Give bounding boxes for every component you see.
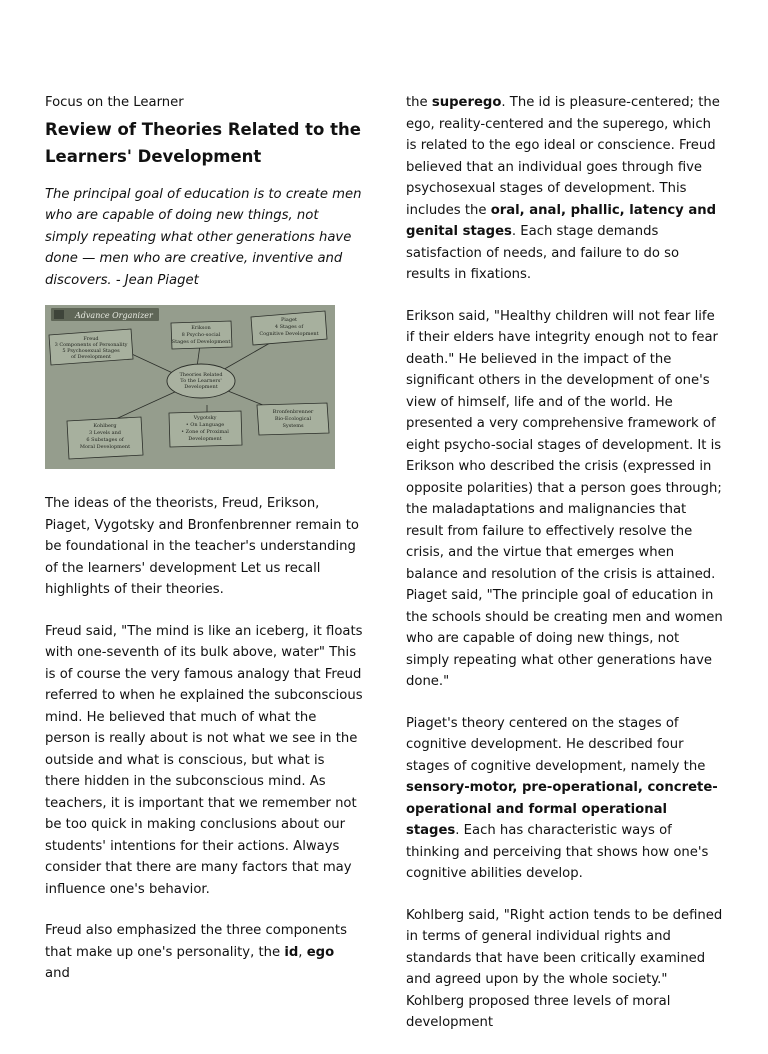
svg-text:5 Psychosexual Stages: 5 Psychosexual Stages — [62, 348, 120, 354]
organizer-vygotsky-node — [169, 411, 242, 447]
section-label: Focus on the Learner — [45, 95, 184, 110]
svg-text:Vygotsky: Vygotsky — [193, 415, 217, 421]
organizer-freud-node — [49, 329, 133, 365]
svg-text:6 Substages of: 6 Substages of — [86, 437, 124, 443]
theorists-intro-paragraph: The ideas of the theorists, Freud, Erikson, Piaget, Vygotsky and Bronfenbrenner remain to be foundational in the teacher's understanding of the learners' development Let us recall highlights of their theories. — [45, 496, 359, 597]
freud-stages-paragraph: the superego. The id is pleasure-centered; the ego, reality-centered and the superego, which is related to the ego ideal or conscience. Freud believed that an individual goes through five psychosexual stages of development. This includes the oral, anal, phallic, latency and genital stages. Each stage demands satisfaction of needs, and failure to do so results in fixations. — [406, 95, 720, 282]
svg-text:• Zone of Proximal: • Zone of Proximal — [181, 429, 229, 435]
term-id: id — [284, 944, 299, 960]
svg-text:Moral Development: Moral Development — [79, 444, 131, 450]
piaget-quote: The principal goal of education is to create men who are capable of doing new things, not simply repeating what other generations have done — men who are creative, inventive and discovers. - Jean Piaget — [45, 186, 362, 288]
svg-text:Development: Development — [188, 436, 222, 442]
freud-iceberg-paragraph: Freud said, "The mind is like an iceberg, it floats with one-seventh of its bulk above, water" This is of course the very famous analogy that Freud referred to when he explained the subconscious mind. He believed that much of what the person is really about is not what we see in the outside and what is conscious, but what is there hidden in the subconscious mind. As teachers, it is important that we remember not be too quick in making conclusions about our students' intentions for their actions. Always consider that there are many factors that may influence one's behavior. — [45, 623, 363, 897]
svg-text:Erikson: Erikson — [191, 325, 211, 331]
organizer-bronfenbrenner-node — [257, 403, 329, 435]
svg-text:Kohlberg: Kohlberg — [93, 423, 117, 429]
svg-text:8 Psycho-social: 8 Psycho-social — [181, 332, 221, 338]
piaget-paragraph: Piaget's theory centered on the stages of cognitive development. He described four stages of cognitive development, namely the sensory-motor, pre-operational, concrete-operational and formal operational stages. Each has characteristic ways of thinking and perceiving that shows how one's cognitive abilities develop. — [406, 715, 718, 881]
organizer-heading — [51, 308, 159, 321]
svg-text:3 Levels and: 3 Levels and — [89, 430, 121, 436]
svg-text:Bio-Ecological: Bio-Ecological — [274, 416, 312, 422]
freud-personality-paragraph: Freud also emphasized the three components that make up one's personality, the id, ego and — [45, 923, 347, 981]
organizer-kohlberg-node — [67, 417, 143, 459]
page-title: Review of Theories Related to the Learners' Development — [45, 119, 361, 166]
svg-text:Freud: Freud — [83, 336, 99, 342]
svg-text:Systems: Systems — [282, 423, 304, 429]
right-column — [406, 92, 724, 1054]
organizer-erikson-node — [171, 321, 232, 349]
advance-organizer-diagram — [45, 305, 335, 469]
svg-text:Bronfenbrenner: Bronfenbrenner — [272, 409, 314, 415]
svg-text:• On Language: • On Language — [185, 422, 225, 428]
term-cognitive-stages: sensory-motor, pre-operational, concrete-operational and formal operational stages — [406, 780, 718, 838]
svg-text:Piaget: Piaget — [280, 317, 298, 323]
svg-text:Development: Development — [184, 384, 218, 390]
term-ego: ego — [306, 944, 335, 960]
term-superego: superego — [431, 95, 502, 110]
svg-text:Stages of Development: Stages of Development — [171, 339, 231, 345]
svg-text:4 Stages of: 4 Stages of — [274, 324, 304, 330]
organizer-center-node — [167, 364, 235, 398]
erikson-paragraph: Erikson said, "Healthy children will not fear life if their elders have integrity enough not to fear death." He believed in the impact of the significant others in the development of one's view of himself, life and of the world. He presented a very comprehensive framework of eight psycho-social stages of development. It is Erikson who described the crisis (expressed in opposite polarities) that a person goes through; the maladaptations and malignancies that result from failure to effectively resolve the crisis, and the virtue that emerges when balance and resolution of the crisis is attained. Piaget said, "The principle goal of education in the schools should be creating men and women who are capable of doing new things, not simply repeating what other generations have done." — [406, 308, 723, 689]
kohlberg-paragraph: Kohlberg said, "Right action tends to be defined in terms of general individual rights and standards that have been critically examined and agreed upon by the whole society." Kohlberg proposed three levels of moral development — [406, 907, 723, 1030]
term-psychosexual-stages: oral, anal, phallic, latency and genital stages — [406, 202, 717, 239]
svg-text:3 Components of Personality: 3 Components of Personality — [54, 342, 128, 348]
svg-text:of Development: of Development — [71, 354, 111, 360]
svg-text:To the Learners': To the Learners' — [180, 378, 222, 384]
svg-text:Theories Related: Theories Related — [179, 372, 223, 378]
left-column — [45, 92, 363, 1005]
svg-text:Advance Organizer: Advance Organizer — [75, 311, 153, 320]
svg-text:Cognitive Development: Cognitive Development — [259, 331, 319, 337]
organizer-piaget-node — [251, 311, 327, 345]
